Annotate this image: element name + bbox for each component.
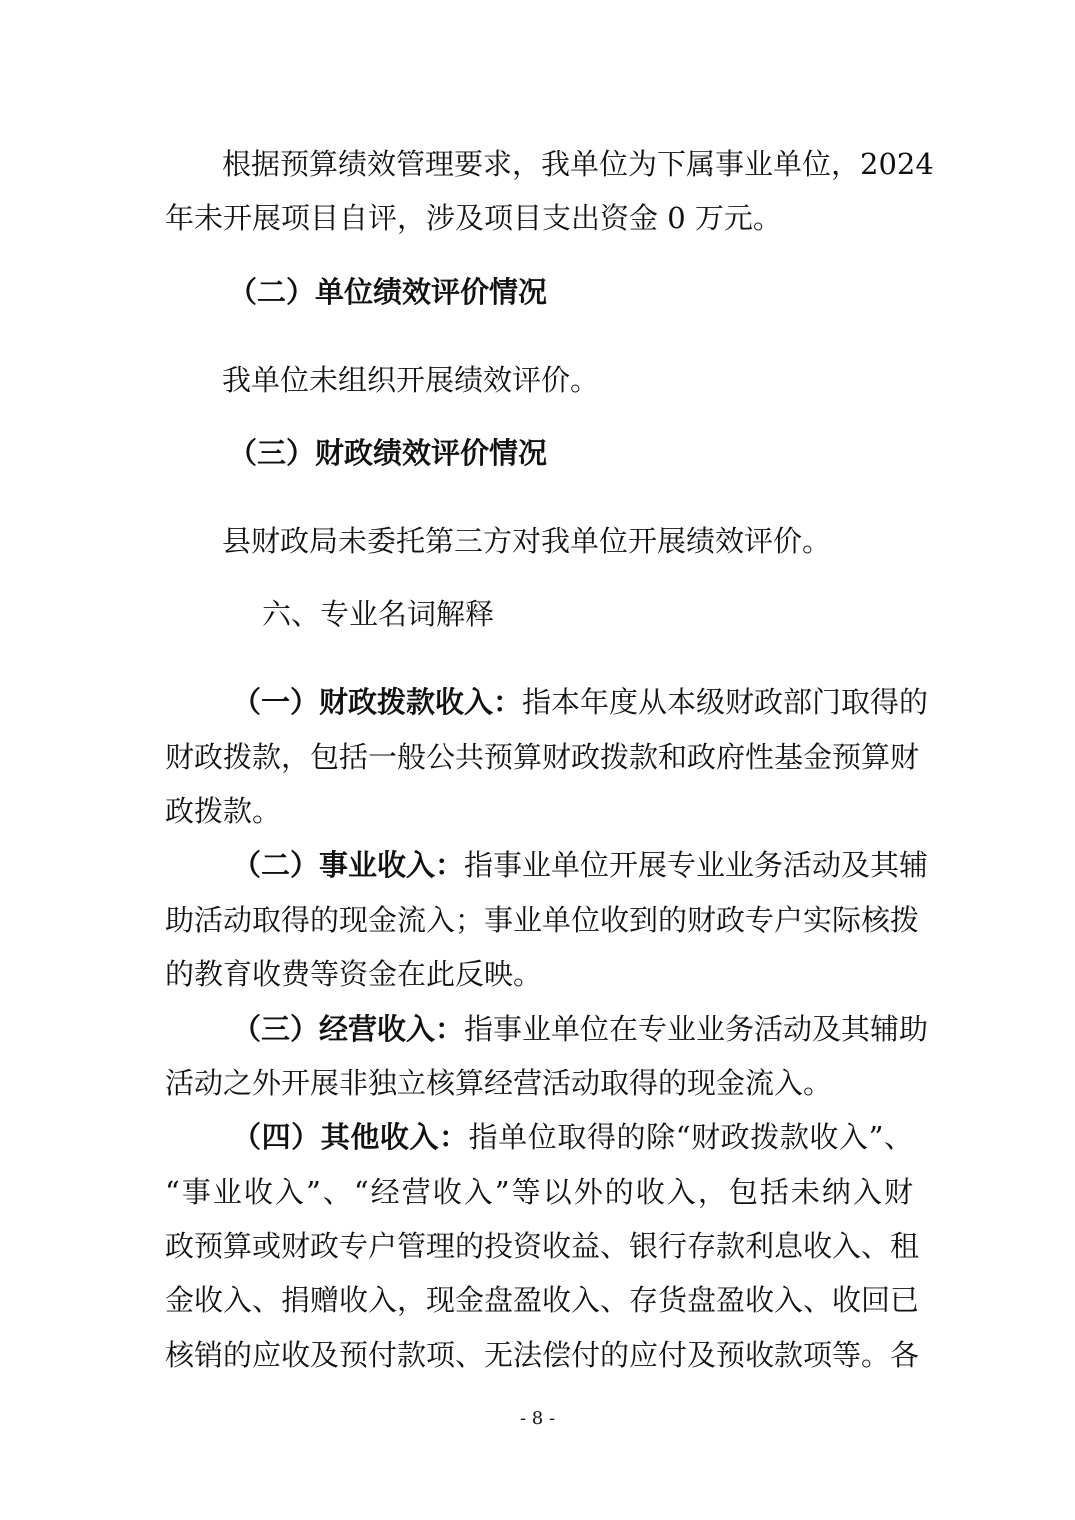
term-first-line [232, 1011, 929, 1047]
term-first-line [232, 1119, 913, 1155]
page-number: - 8 - [519, 1408, 556, 1429]
term-text: 指事业单位在专业业务活动及其辅助 [464, 1012, 929, 1046]
paragraph-line: 财政拨款，包括一般公共预算财政拨款和政府性基金预算财 [165, 740, 920, 774]
paragraph-line: 县财政局未委托第三方对我单位开展绩效评价。 [222, 524, 832, 558]
section-heading: （三）财政绩效评价情况 [228, 436, 548, 470]
term-label: （四）其他收入： [232, 1120, 469, 1154]
term-label: （二）事业收入： [232, 848, 465, 882]
term-text: 指单位取得的除“财政拨款收入”、 [468, 1120, 913, 1154]
paragraph-line: 政拨款。 [165, 794, 282, 828]
term-text: 指事业单位开展专业业务活动及其辅 [464, 848, 929, 882]
paragraph-line: “事业收入”、“经营收入”等以外的收入，包括未纳入财 [165, 1175, 913, 1209]
paragraph-line: 我单位未组织开展绩效评价。 [222, 363, 600, 397]
paragraph-line: 助活动取得的现金流入；事业单位收到的财政专户实际核拨 [165, 903, 920, 937]
section-heading: （二）单位绩效评价情况 [228, 275, 548, 309]
paragraph-line: 活动之外开展非独立核算经营活动取得的现金流入。 [165, 1066, 833, 1100]
paragraph-line: 政预算或财政专户管理的投资收益、银行存款利息收入、租 [165, 1229, 920, 1263]
term-first-line [232, 684, 929, 720]
chapter-heading: 六、专业名词解释 [262, 597, 495, 631]
term-first-line [232, 847, 929, 883]
term-label: （三）经营收入： [232, 1012, 465, 1046]
term-text: 指本年度从本级财政部门取得的 [522, 685, 929, 719]
paragraph-line: 根据预算绩效管理要求，我单位为下属事业单位，2024 [222, 147, 934, 181]
paragraph-line: 金收入、捐赠收入，现金盘盈收入、存货盘盈收入、收回已 [165, 1283, 920, 1317]
paragraph-line: 年未开展项目自评，涉及项目支出资金 0 万元。 [165, 201, 782, 235]
paragraph-line: 核销的应收及预付款项、无法偿付的应付及预收款项等。各 [165, 1338, 920, 1372]
paragraph-line: 的教育收费等资金在此反映。 [165, 957, 543, 991]
term-label: （一）财政拨款收入： [232, 685, 523, 719]
